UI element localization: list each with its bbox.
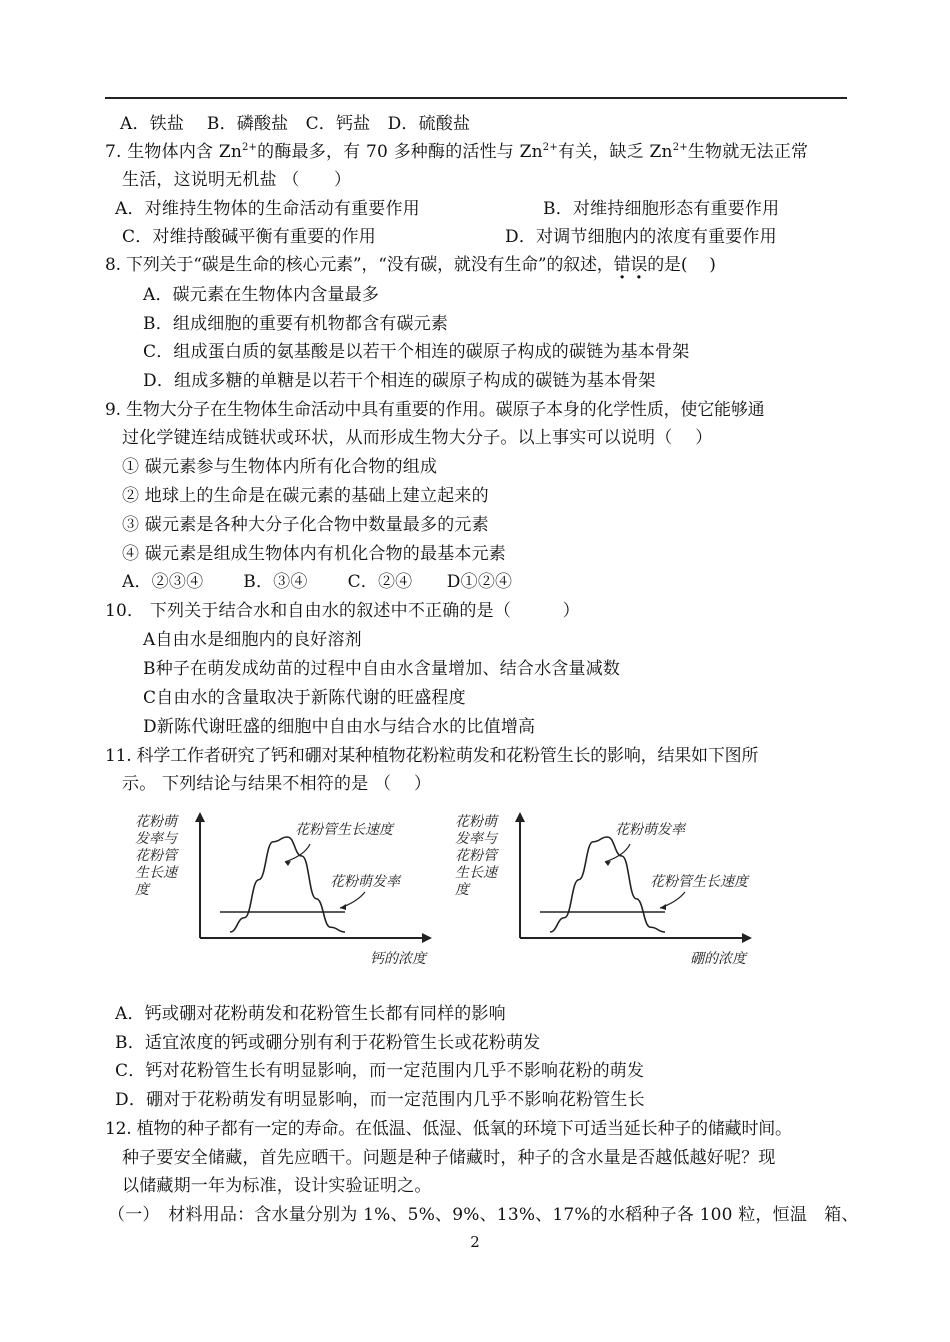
boron-chart <box>455 810 775 980</box>
series-label: 花粉萌发率 <box>615 822 685 838</box>
y-axis-label-line: 花粉萌 <box>135 814 177 830</box>
y-axis-arrow <box>515 812 525 822</box>
q10-option-a: A自由水是细胞内的良好溶剂 <box>143 630 362 650</box>
y-axis-label-line: 度 <box>455 882 469 898</box>
q9-item-4: ④ 碳元素是组成生物体内有机化合物的最基本元素 <box>122 544 507 564</box>
y-axis-label-line: 生长速 <box>455 865 497 881</box>
q8-option-a: A．碳元素在生物体内含量最多 <box>143 285 380 305</box>
q9-stem-cont: 过化学键连结成链状或环状，从而形成生物大分子。以上事实可以说明（ ） <box>122 428 713 448</box>
x-axis-label: 钙的浓度 <box>370 951 426 967</box>
q11-option-c: C．钙对花粉管生长有明显影响，而一定范围内几乎不影响花粉的萌发 <box>115 1061 645 1081</box>
q10-option-b: B种子在萌发成幼苗的过程中自由水含量增加、结合水含量减数 <box>143 659 621 679</box>
y-axis-label-line: 生长速 <box>135 865 177 881</box>
y-axis-label-line: 发率与 <box>455 831 497 847</box>
y-axis-arrow <box>195 812 205 822</box>
q11-stem: 11. 科学工作者研究了钙和硼对某种植物花粉粒萌发和花粉管生长的影响，结果如下图所 <box>105 746 759 766</box>
q12-stem-cont-2: 以储藏期一年为标准，设计实验证明之。 <box>122 1176 432 1196</box>
x-axis-arrow <box>742 933 752 943</box>
q6-options: A．铁盐 B．磷酸盐 C．钙盐 D．硫酸盐 <box>120 114 471 134</box>
q9-item-1: ① 碳元素参与生物体内所有化合物的组成 <box>122 457 438 477</box>
series-label: 花粉管生长速度 <box>650 874 748 890</box>
emphasis-char: 误 <box>630 255 648 275</box>
header-rule <box>105 97 847 99</box>
q12-stem: 12. 植物的种子都有一定的寿命。在低温、低湿、低氧的环境下可适当延长种子的储藏时间。 <box>105 1119 792 1139</box>
q11-stem-cont: 示。 下列结论与结果不相符的是 （ ） <box>122 774 432 794</box>
q9-stem: 9. 生物大分子在生物体生命活动中具有重要的作用。碳原子本身的化学性质，使它能够通 <box>105 400 765 420</box>
q8-option-c: C．组成蛋白质的氨基酸是以若干个相连的碳原子构成的碳链为基本骨架 <box>143 342 690 362</box>
x-axis-arrow <box>422 933 432 943</box>
y-axis-label-line: 花粉管 <box>455 848 497 864</box>
q7-option-a: A．对维持生物体的生命活动有重要作用 <box>115 199 420 219</box>
q9-item-3: ③ 碳元素是各种大分子化合物中数量最多的元素 <box>122 515 489 535</box>
page-number: 2 <box>470 1233 480 1251</box>
series-pointer-head <box>340 904 346 910</box>
q10-stem: 10． 下列关于结合水和自由水的叙述中不正确的是（ ） <box>105 601 580 621</box>
q9-item-2: ② 地球上的生命是在碳元素的基础上建立起来的 <box>122 486 489 506</box>
y-axis-label-line: 花粉管 <box>135 848 177 864</box>
q7-option-c: C．对维持酸碱平衡有重要的作用 <box>122 227 377 247</box>
q11-option-b: B．适宜浓度的钙或硼分别有利于花粉管生长或花粉萌发 <box>115 1033 541 1053</box>
series-label: 花粉管生长速度 <box>295 822 393 838</box>
series-line-peak <box>230 837 345 932</box>
q9-options: A．②③④ B．③④ C．②④ D①②④ <box>122 572 513 592</box>
q11-option-d: D．硼对于花粉萌发有明显影响，而一定范围内几乎不影响花粉管生长 <box>115 1090 645 1110</box>
y-axis-label-line: 度 <box>135 882 149 898</box>
q11-option-a: A．钙或硼对花粉萌发和花粉管生长都有同样的影响 <box>115 1004 506 1024</box>
q7-stem-cont: 生活，这说明无机盐 （ ） <box>122 170 352 190</box>
y-axis-label-line: 发率与 <box>135 831 177 847</box>
q8-option-b: B．组成细胞的重要有机物都含有碳元素 <box>143 314 449 334</box>
q7-stem: 7. 生物体内含 $Zn^{2+}$的酶最多，有 70 多种酶的活性与 $Zn^{2+}$有关，缺乏 $Zn^{2+}$生物就无法正常 <box>105 142 809 162</box>
series-label: 花粉萌发率 <box>330 874 400 890</box>
calcium-chart <box>135 810 455 980</box>
q7-option-d: D．对调节细胞内的浓度有重要作用 <box>505 227 777 247</box>
y-axis-label-line: 花粉萌 <box>455 814 497 830</box>
q8-option-d: D．组成多糖的单糖是以若干个相连的碳原子构成的碳链为基本骨架 <box>143 371 656 391</box>
q12-stem-cont-1: 种子要安全储藏，首先应晒干。问题是种子储藏时，种子的含水量是否越低越好呢？现 <box>122 1148 776 1168</box>
emphasis-char: 错 <box>613 255 631 275</box>
series-line-peak <box>550 837 665 932</box>
q7-option-b: B．对维持细胞形态有重要作用 <box>543 199 780 219</box>
q12-materials: （一） 材料用品：含水量分别为 1%、5%、9%、13%、17%的水稻种子各 100 粒，恒温 箱、 <box>108 1205 859 1225</box>
x-axis-label: 硼的浓度 <box>690 951 746 967</box>
q10-option-c: C自由水的含量取决于新陈代谢的旺盛程度 <box>143 688 466 708</box>
q8-stem: 8. 下列关于“碳是生命的核心元素”，“没有碳，就没有生命”的叙述，错误的是( ) <box>105 255 716 275</box>
q10-option-d: D新陈代谢旺盛的细胞中自由水与结合水的比值增高 <box>143 717 536 737</box>
series-pointer-head <box>660 904 666 910</box>
